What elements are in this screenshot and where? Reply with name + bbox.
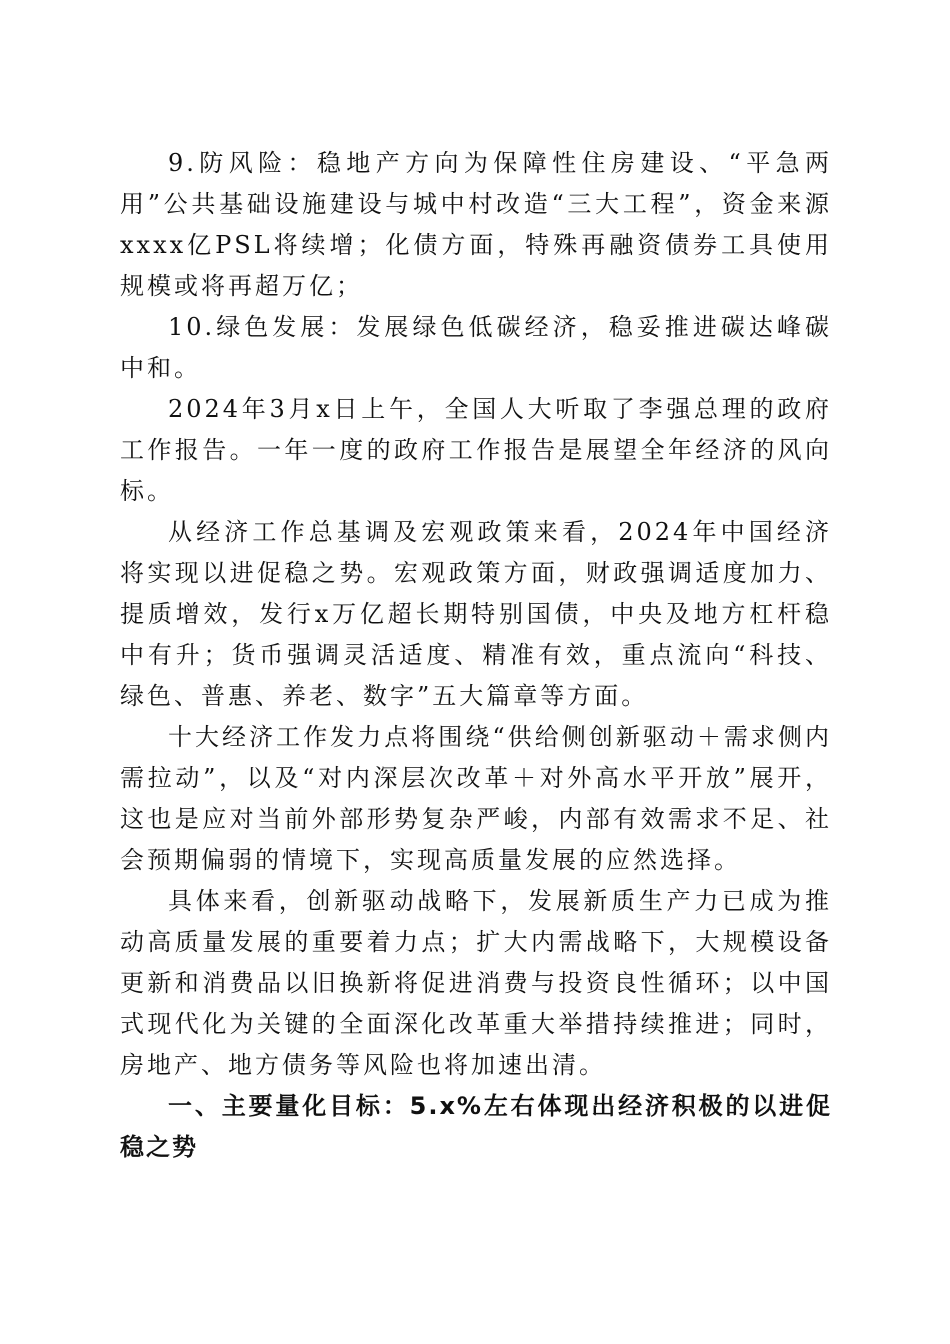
paragraph-green-development: 10.绿色发展：发展绿色低碳经济，稳妥推进碳达峰碳中和。	[120, 313, 832, 382]
paragraph-ten-focus-points: 十大经济工作发力点将围绕“供给侧创新驱动＋需求侧内需拉动”，以及“对内深层次改革＋对外高水平开放”展开，这也是应对当前外部形势复杂严峻，内部有效需求不足、社会预期偏弱的情境下，实现高质量发展的应然选择。	[120, 723, 832, 874]
document-body	[120, 143, 832, 1168]
section-heading: 一、主要量化目标：5.x%左右体现出经济积极的以进促稳之势	[120, 1092, 832, 1161]
paragraph-report-intro: 2024年3月x日上午，全国人大听取了李强总理的政府工作报告。一年一度的政府工作报告是展望全年经济的风向标。	[120, 395, 832, 505]
paragraph-risk-prevention: 9.防风险：稳地产方向为保障性住房建设、“平急两用”公共基础设施建设与城中村改造“三大工程”，资金来源xxxx亿PSL将续增；化债方面，特殊再融资债券工具使用规模或将再超万亿；	[120, 149, 832, 300]
paragraph-macro-policy: 从经济工作总基调及宏观政策来看，2024年中国经济将实现以进促稳之势。宏观政策方面，财政强调适度加力、提质增效，发行x万亿超长期特别国债，中央及地方杠杆稳中有升；货币强调灵活适度、精准有效，重点流向“科技、绿色、普惠、养老、数字”五大篇章等方面。	[120, 518, 832, 710]
paragraph-specifics: 具体来看，创新驱动战略下，发展新质生产力已成为推动高质量发展的重要着力点；扩大内需战略下，大规模设备更新和消费品以旧换新将促进消费与投资良性循环；以中国式现代化为关键的全面深化改革重大举措持续推进；同时，房地产、地方债务等风险也将加速出清。	[120, 887, 832, 1079]
